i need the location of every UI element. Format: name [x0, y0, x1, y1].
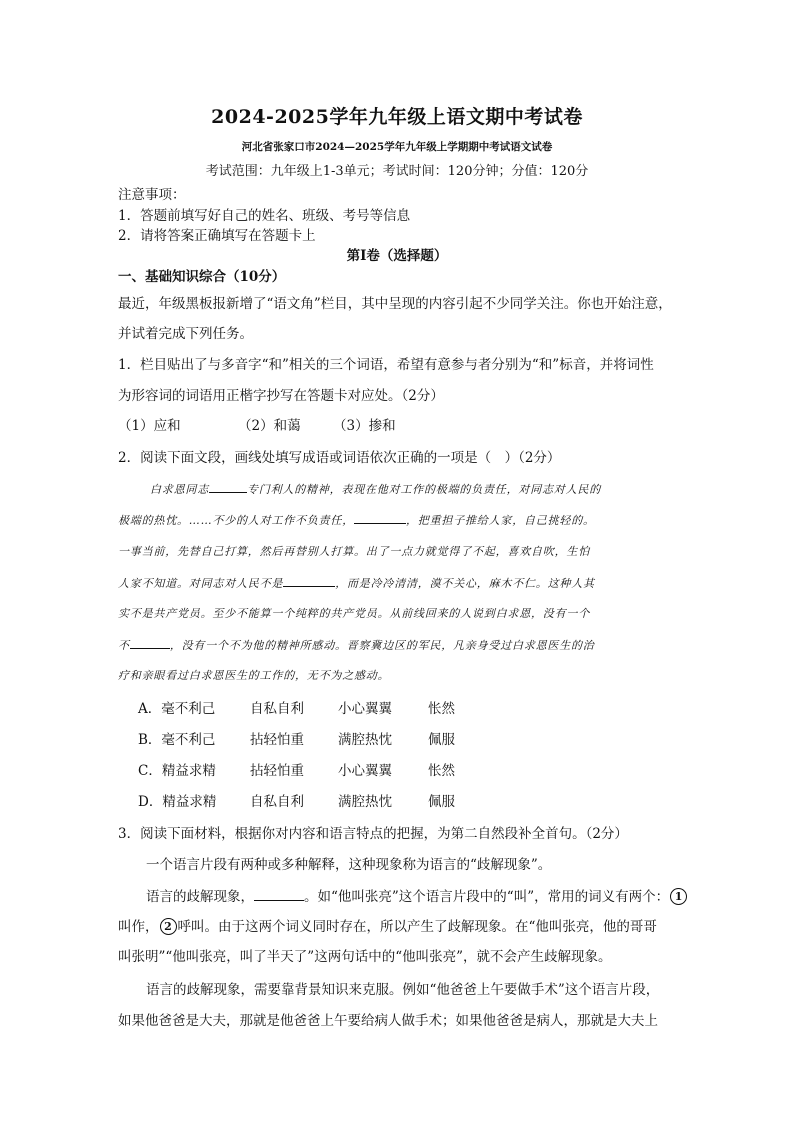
answer-blank	[283, 574, 335, 587]
answer-blank	[254, 888, 304, 901]
answer-blank	[209, 480, 247, 493]
option-word: A．毫不利己	[138, 701, 216, 717]
paragraph-text: 。如“他叫张亮”这个语言片段中的“叫”，常用的词义有两个：	[304, 889, 670, 905]
passage-text: 一事当前，先替自己打算，然后再替别人打算。出了一点力就觉得了不起，喜欢自吹，生怕	[118, 545, 590, 558]
passage-text: ，而是冷冷清清，漠不关心，麻木不仁。这种人其	[335, 577, 595, 590]
q1-item: （3）掺和	[333, 418, 396, 434]
q3-paragraph-2-line	[146, 885, 688, 905]
passage-text: 人家不知道。对同志对人民不是	[118, 577, 284, 590]
q2-passage-line	[118, 667, 389, 683]
passage-text: 极端的热忱。……不少的人对工作不负责任，	[118, 514, 354, 527]
q2-passage-line	[118, 636, 595, 653]
note-item: 1．答题前填写好自己的姓名、班级、考号等信息	[118, 208, 411, 224]
part1-intro-line: 最近，年级黑板报新增了“语文角”栏目，其中呈现的内容引起不少同学关注。你也开始注意，	[118, 296, 672, 312]
circled-number-2: 2	[160, 918, 177, 935]
q2-passage-line	[150, 480, 601, 497]
option-word: 拈轻怕重	[250, 732, 304, 748]
option-word: 小心翼翼	[338, 763, 392, 779]
exam-title: 2024-2025学年九年级上语文期中考试卷	[211, 106, 583, 128]
q3-paragraph-3-line: 如果他爸爸是大夫，那就是他爸爸上午要给病人做手术；如果他爸爸是病人，那就是大夫上	[118, 1013, 658, 1029]
exam-subtitle: 河北省张家口市2024—2025学年九年级上学期期中考试语文试卷	[241, 141, 553, 153]
section-title: 第Ⅰ卷（选择题）	[346, 248, 448, 264]
passage-text: ，把重担子推给人家，自己挑轻的。	[406, 514, 595, 527]
exam-info: 考试范围：九年级上1-3单元；考试时间：120分钟；分值：120分	[205, 164, 589, 179]
paragraph-text: 呼叫。由于这两个词义同时存在，所以产生了歧解现象。在“他叫张亮，他的哥哥	[177, 919, 657, 935]
q1-item: （2）和蔼	[238, 418, 301, 434]
q3-paragraph-2-line: 叫张明”“他叫张亮，叫了半天了”这两句话中的“他叫张亮”，就不会产生歧解现象。	[118, 949, 612, 965]
option-word: 拈轻怕重	[250, 763, 304, 779]
option-word: 自私自利	[250, 701, 304, 717]
option-word: 满腔热忱	[338, 732, 392, 748]
option-word: 佩服	[428, 794, 455, 810]
option-word: C．精益求精	[138, 763, 216, 779]
q3-paragraph-1: 一个语言片段有两种或多种解释，这种现象称为语言的“歧解现象”。	[146, 857, 552, 873]
q3-paragraph-3-line: 语言的歧解现象，需要靠背景知识来克服。例如“他爸爸上午要做手术”这个语言片段，	[146, 982, 660, 998]
q2-stem: 2．阅读下面文段，画线处填写成语或词语依次正确的一项是（ ）（2分）	[118, 450, 561, 466]
option-word: 自私自利	[250, 794, 304, 810]
q2-passage-line	[118, 543, 590, 559]
passage-text: 白求恩同志	[150, 483, 209, 496]
passage-text: 不	[118, 639, 130, 652]
passage-text: 疗和亲眼看过白求恩医生的工作的，无不为之感动。	[118, 669, 390, 682]
q2-passage-line	[118, 511, 595, 528]
answer-blank	[354, 511, 406, 524]
answer-blank	[130, 636, 170, 649]
paragraph-text: 语言的歧解现象，	[146, 889, 254, 905]
q3-paragraph-2-line	[118, 915, 657, 935]
option-word: 小心翼翼	[338, 701, 392, 717]
part1-intro-line: 并试着完成下列任务。	[118, 326, 253, 342]
passage-text: ，没有一个不为他的精神所感动。晋察冀边区的军民，凡亲身受过白求恩医生的治	[169, 639, 595, 652]
option-word: 怅然	[428, 701, 455, 717]
q1-stem-line: 为形容词的词语用正楷字抄写在答题卡对应处。（2分）	[118, 388, 444, 404]
paragraph-text: 叫作，	[118, 919, 159, 935]
q3-stem: 3．阅读下面材料，根据你对内容和语言特点的把握，为第二自然段补全首句。（2分）	[118, 826, 628, 842]
notes-heading: 注意事项：	[118, 187, 186, 203]
q2-passage-line	[118, 605, 590, 621]
part1-heading: 一、基础知识综合（10分）	[118, 269, 286, 285]
note-item: 2．请将答案正确填写在答题卡上	[118, 228, 316, 244]
option-word: D．精益求精	[138, 794, 217, 810]
option-word: 满腔热忱	[338, 794, 392, 810]
q1-stem-line: 1．栏目贴出了与多音字“和”相关的三个词语，希望有意参与者分别为“和”标音，并将词性	[118, 357, 654, 373]
option-word: 佩服	[428, 732, 455, 748]
option-word: 怅然	[428, 763, 455, 779]
option-word: B．毫不利己	[138, 732, 216, 748]
circled-number-1: 1	[670, 888, 687, 905]
q1-item: （1）应和	[118, 418, 181, 434]
passage-text: 实不是共产党员。至少不能算一个纯粹的共产党员。从前线回来的人说到白求恩，没有一个	[118, 607, 590, 620]
passage-text: 专门利人的精神，表现在他对工作的极端的负责任，对同志对人民的	[247, 483, 601, 496]
q2-passage-line	[118, 574, 595, 591]
